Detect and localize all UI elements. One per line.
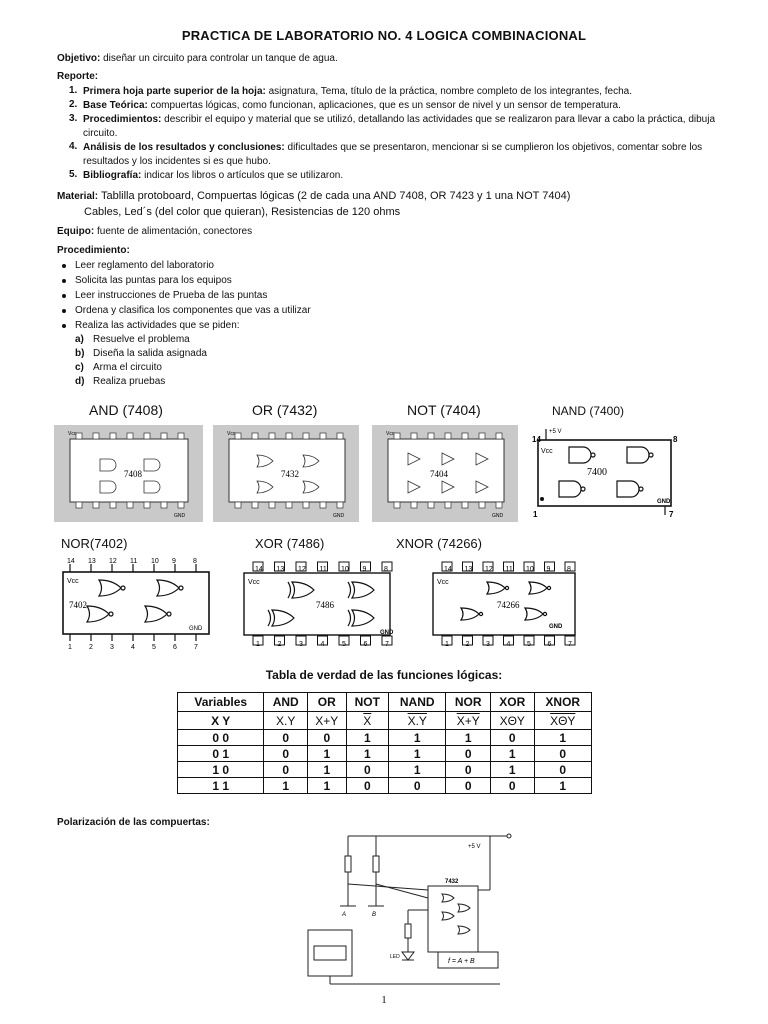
pin-number: 6 xyxy=(363,641,368,648)
reporte-label: Reporte: xyxy=(57,71,99,82)
xor-chip-svg xyxy=(236,558,404,650)
truth-table-row xyxy=(178,762,592,778)
subitem-text: Diseña la salida asignada xyxy=(93,348,207,359)
chip-label-and: AND (7408) xyxy=(89,402,163,418)
reporte-item-body: dificultades que se presentaron, mencionar si se cumplieron los objetivos, comentar sobre los resultados y los incidentes si es que hubo. xyxy=(83,142,703,167)
polar-function-label: f = A + B xyxy=(448,958,475,965)
procedimiento-label: Procedimiento: xyxy=(57,245,130,256)
polarizacion-label: Polarización de las compuertas: xyxy=(57,817,210,828)
chip-pin xyxy=(110,502,116,508)
chip-pin xyxy=(144,433,150,439)
truth-table-header: NOR xyxy=(446,693,491,712)
procedimiento-subitem xyxy=(75,334,190,345)
pin-number: 5 xyxy=(152,644,156,650)
chip-pin xyxy=(394,502,400,508)
chip-pin xyxy=(479,433,485,439)
reporte-item-heading: Análisis de los resultados y conclusiones: xyxy=(83,142,285,153)
truth-table-cell: 0 xyxy=(491,778,535,794)
chip-pin xyxy=(127,433,133,439)
bullet-dot-icon xyxy=(62,309,66,313)
reporte-item-text xyxy=(83,99,719,113)
pin-number: 12 xyxy=(485,566,493,573)
subitem-letter: d) xyxy=(75,376,85,387)
truth-table-expression xyxy=(389,712,446,730)
reporte-item-text xyxy=(83,141,719,169)
procedimiento-bullet-text: Solicita las puntas para los equipos xyxy=(75,275,232,286)
chip-diagram-xnor xyxy=(425,558,585,650)
truth-table-cell: 1 xyxy=(264,778,307,794)
polar-chip-number: 7432 xyxy=(445,879,459,885)
bullet-dot-icon xyxy=(62,294,66,298)
chip-label-not: NOT (7404) xyxy=(407,402,481,418)
page-title: PRACTICA DE LABORATORIO NO. 4 LOGICA COMBINACIONAL xyxy=(181,28,587,43)
chip-pin xyxy=(252,502,258,508)
nor-vcc-label: Vcc xyxy=(67,578,79,585)
pin-number: 2 xyxy=(465,641,470,648)
truth-table-cell: 0 xyxy=(534,746,592,762)
procedimiento-subitem xyxy=(75,362,162,373)
chip-pin xyxy=(93,433,99,439)
xor-vcc-label: Vcc xyxy=(248,579,260,586)
pin-number: 11 xyxy=(130,558,138,565)
chip-pin xyxy=(428,502,434,508)
truth-table-expression-row xyxy=(178,712,592,730)
chip-pin xyxy=(286,502,292,508)
pin-number: 14 xyxy=(255,566,263,573)
truth-table-header: AND xyxy=(264,693,307,712)
chip-label-xnor: XNOR (74266) xyxy=(396,536,482,551)
chip-diagram-and xyxy=(54,425,203,522)
material-line xyxy=(57,190,570,202)
equipo-label: Equipo: xyxy=(57,226,95,237)
nor-part-number: 7402 xyxy=(69,600,87,610)
polar-input-a: A xyxy=(342,912,347,918)
material-line2: Cables, Led´s (del color que quieran), Resistencias de 120 ohms xyxy=(84,206,401,218)
truth-table-cell: 1 xyxy=(534,778,592,794)
truth-table-header: Variables xyxy=(178,693,264,712)
truth-table-cell: 0 xyxy=(307,730,346,746)
subitem-text: Arma el circuito xyxy=(93,362,162,373)
chip-label-nor: NOR(7402) xyxy=(61,536,128,551)
chip-pin xyxy=(303,433,309,439)
expression-text: X.Y xyxy=(407,713,427,728)
or-part-number: 7432 xyxy=(281,469,299,479)
chip-pin xyxy=(76,433,82,439)
chip-pin xyxy=(303,502,309,508)
truth-table-cell: 0 xyxy=(389,778,446,794)
reporte-item-number: 3. xyxy=(69,113,78,124)
truth-table-header: OR xyxy=(307,693,346,712)
pin-number: 8 xyxy=(567,566,571,573)
chip-diagram-nand xyxy=(527,425,687,522)
truth-table-row xyxy=(178,730,592,746)
truth-table-cell: 1 xyxy=(307,762,346,778)
truth-table-header-row xyxy=(178,693,592,712)
pin-number: 14 xyxy=(67,558,75,565)
equipo-line xyxy=(57,226,252,237)
nand-vcc-label: Vcc xyxy=(541,448,553,455)
subitem-letter: a) xyxy=(75,334,84,345)
truth-table-cell: 1 xyxy=(346,746,388,762)
subitem-text: Realiza pruebas xyxy=(93,376,166,387)
truth-table-cell: 1 xyxy=(534,730,592,746)
expression-text: $\overline{X}$ xyxy=(363,713,372,728)
expression-text: X+Y xyxy=(315,713,339,728)
chip-pin xyxy=(93,502,99,508)
chip-pin xyxy=(76,502,82,508)
chip-pin xyxy=(178,433,184,439)
bullet-dot-icon xyxy=(62,264,66,268)
chip-pin xyxy=(462,433,468,439)
equipo-text: fuente de alimentación, conectores xyxy=(94,226,253,237)
procedimiento-bullet-text: Leer reglamento del laboratorio xyxy=(75,260,214,271)
pin-number: 4 xyxy=(320,641,325,648)
chip-diagram-not xyxy=(372,425,518,522)
truth-table-expression xyxy=(178,712,264,730)
truth-table-cell: 0 xyxy=(446,778,491,794)
truth-table-title: Tabla de verdad de las funciones lógicas: xyxy=(265,668,503,682)
reporte-item-number: 1. xyxy=(69,85,78,96)
truth-table-cell: 0 xyxy=(264,762,307,778)
and-chip-svg xyxy=(54,425,203,522)
truth-table-cell: 0 xyxy=(491,730,535,746)
procedimiento-subitem xyxy=(75,376,165,387)
chip-pin xyxy=(161,433,167,439)
chip-pin xyxy=(394,433,400,439)
xnor-chip-svg xyxy=(425,558,585,650)
pin-number: 9 xyxy=(546,566,551,573)
reporte-item-body: describir el equipo y material que se utilizó, detallando las actividades que se realizaron para llevar a cabo la práctica, dibuja circuito. xyxy=(83,114,716,139)
pin-number: 2 xyxy=(89,644,93,650)
chip-pin xyxy=(411,433,417,439)
chip-pin xyxy=(462,502,468,508)
pin-number: 8 xyxy=(384,566,388,573)
bullet-dot-icon xyxy=(62,279,66,283)
or-vcc-label: Vcc xyxy=(227,431,236,437)
or-chip-svg xyxy=(213,425,359,522)
not-chip-svg xyxy=(372,425,518,522)
truth-table-cell: 1 xyxy=(389,730,446,746)
procedimiento-subitem xyxy=(75,348,207,359)
subitem-letter: b) xyxy=(75,348,85,359)
reporte-item-number: 5. xyxy=(69,169,78,180)
expression-text: X.Y xyxy=(276,713,296,728)
chip-pin xyxy=(110,433,116,439)
expression-text: $\overline{X\Theta Y}$ xyxy=(550,713,576,728)
pin-number: 10 xyxy=(151,558,159,565)
nor-chip-svg xyxy=(57,556,217,650)
truth-table-cell: 1 0 xyxy=(178,762,264,778)
truth-table-cell: 1 xyxy=(446,730,491,746)
pin-number: 10 xyxy=(341,566,349,573)
nand-part-number: 7400 xyxy=(587,467,607,478)
procedimiento-bullet-text: Leer instrucciones de Prueba de las puntas xyxy=(75,290,268,301)
nand-chip-svg xyxy=(527,425,687,522)
pin-number: 12 xyxy=(298,566,306,573)
truth-table-cell: 0 0 xyxy=(178,730,264,746)
objetivo-line xyxy=(57,53,338,64)
or-gnd-label: GND xyxy=(333,513,345,519)
truth-table-row xyxy=(178,746,592,762)
chip-diagram-or xyxy=(213,425,359,522)
chip-label-nand: NAND (7400) xyxy=(552,404,625,418)
chip-pin xyxy=(269,502,275,508)
chip-pin xyxy=(127,502,133,508)
reporte-item-heading: Bibliografía: xyxy=(83,170,142,181)
pin-number: 13 xyxy=(276,566,285,573)
truth-table-cell: 1 1 xyxy=(178,778,264,794)
chip-pin xyxy=(235,433,241,439)
objetivo-text: diseñar un circuito para controlar un tanque de agua. xyxy=(100,53,338,64)
truth-table-cell: 1 xyxy=(307,746,346,762)
truth-table-cell: 1 xyxy=(346,730,388,746)
chip-label-xor: XOR (7486) xyxy=(255,536,325,551)
objetivo-label: Objetivo: xyxy=(57,53,101,64)
truth-table-cell: 1 xyxy=(389,746,446,762)
subitem-letter: c) xyxy=(75,362,84,373)
chip-pin xyxy=(445,433,451,439)
nand-pin14: 14 xyxy=(532,435,541,444)
chip-pin xyxy=(161,502,167,508)
pin-number: 13 xyxy=(88,558,96,565)
polar-led-label: LED xyxy=(390,954,400,960)
chip-pin xyxy=(178,502,184,508)
not-vcc-label: Vcc xyxy=(386,431,395,437)
pin-number: 8 xyxy=(193,558,197,565)
pin-number: 11 xyxy=(319,566,327,573)
pin-number: 4 xyxy=(131,644,135,650)
and-part-number: 7408 xyxy=(124,469,142,479)
pin-number: 1 xyxy=(256,641,260,648)
nand-vplus-label: +5 V xyxy=(549,429,562,435)
polarization-circuit-svg xyxy=(300,828,525,988)
truth-table-header: XOR xyxy=(491,693,535,712)
expression-text: X+Y xyxy=(456,713,480,728)
xnor-vcc-label: Vcc xyxy=(437,579,449,586)
xnor-gnd-label: GND xyxy=(549,624,563,630)
pin-number: 6 xyxy=(547,641,552,648)
reporte-item-number: 2. xyxy=(69,99,78,110)
truth-table-cell: 1 xyxy=(491,762,535,778)
reporte-item-body: indicar los libros o artículos que se utilizaron. xyxy=(141,170,344,181)
pin-number: 1 xyxy=(445,641,449,648)
truth-table-cell: 0 1 xyxy=(178,746,264,762)
truth-table-cell: 0 xyxy=(264,746,307,762)
and-gnd-label: GND xyxy=(174,513,186,519)
truth-table-expression xyxy=(346,712,388,730)
polar-vplus-label: +5 V xyxy=(468,844,481,850)
chip-pin xyxy=(445,502,451,508)
nand-pin7: 7 xyxy=(669,510,674,519)
chip-pin xyxy=(286,433,292,439)
subitem-text: Resuelve el problema xyxy=(93,334,190,345)
not-gnd-label: GND xyxy=(492,513,504,519)
truth-table-header: NOT xyxy=(346,693,388,712)
xor-gnd-label: GND xyxy=(380,630,394,636)
and-vcc-label: Vcc xyxy=(68,431,77,437)
pin-number: 10 xyxy=(526,566,534,573)
truth-table-cell: 0 xyxy=(446,746,491,762)
chip-pin xyxy=(496,502,502,508)
chip-pin xyxy=(252,433,258,439)
truth-table-header: NAND xyxy=(389,693,446,712)
procedimiento-bullet-text: Realiza las actividades que se piden: xyxy=(75,320,240,331)
truth-table-cell: 1 xyxy=(491,746,535,762)
pin-number: 3 xyxy=(486,641,490,648)
bullet-dot-icon xyxy=(62,324,66,328)
pin-number: 11 xyxy=(505,566,513,573)
reporte-item-text xyxy=(83,113,719,141)
chip-pin xyxy=(144,502,150,508)
reporte-item-body: asignatura, Tema, título de la práctica, nombre completo de los integrantes, fecha. xyxy=(265,86,632,97)
nand-gnd-label: GND xyxy=(657,499,671,505)
pin-number: 3 xyxy=(110,644,114,650)
chip-label-or: OR (7432) xyxy=(252,402,318,418)
chip-diagram-xor xyxy=(236,558,404,650)
chip-pin xyxy=(479,502,485,508)
pin-number: 13 xyxy=(464,566,473,573)
pin-number: 14 xyxy=(444,566,452,573)
truth-table-cell: 0 xyxy=(534,762,592,778)
pin-number: 3 xyxy=(299,641,303,648)
xnor-part-number: 74266 xyxy=(497,600,520,610)
not-part-number: 7404 xyxy=(430,469,448,479)
truth-table-expression xyxy=(491,712,535,730)
truth-table-cell: 0 xyxy=(346,778,388,794)
pin-number: 9 xyxy=(172,558,176,565)
chip-pin xyxy=(269,433,275,439)
truth-table-cell: 0 xyxy=(446,762,491,778)
truth-table xyxy=(177,692,592,794)
truth-table-expression xyxy=(307,712,346,730)
truth-table-cell: 0 xyxy=(264,730,307,746)
pin-number: 9 xyxy=(362,566,367,573)
truth-table-cell: 1 xyxy=(389,762,446,778)
truth-table-expression xyxy=(264,712,307,730)
nor-gnd-label: GND xyxy=(189,626,203,632)
material-label: Material: xyxy=(57,191,99,202)
truth-table-cell: 1 xyxy=(307,778,346,794)
chip-pin xyxy=(428,433,434,439)
reporte-item-heading: Base Teórica: xyxy=(83,100,148,111)
chip-pin xyxy=(337,502,343,508)
pin-number: 7 xyxy=(194,644,198,650)
reporte-item-heading: Procedimientos: xyxy=(83,114,162,125)
reporte-item-text xyxy=(83,85,719,99)
pin-number: 1 xyxy=(68,644,72,650)
reporte-item-text xyxy=(83,169,719,183)
pin-number: 2 xyxy=(277,641,282,648)
xor-part-number: 7486 xyxy=(316,600,334,610)
pin-number: 7 xyxy=(385,641,389,648)
chip-pin xyxy=(320,433,326,439)
truth-table-expression xyxy=(534,712,592,730)
pin-number: 5 xyxy=(527,641,531,648)
pin-number: 12 xyxy=(109,558,117,565)
truth-table-row xyxy=(178,778,592,794)
chip-pin xyxy=(411,502,417,508)
polarization-circuit-diagram xyxy=(300,828,525,988)
nand-pin1: 1 xyxy=(533,510,538,519)
chip-pin xyxy=(337,433,343,439)
truth-table-cell: 0 xyxy=(346,762,388,778)
truth-table-header: XNOR xyxy=(534,693,592,712)
chip-pin xyxy=(320,502,326,508)
polar-input-b: B xyxy=(372,912,377,918)
expression-text: XΘY xyxy=(499,713,525,728)
expression-text: X Y xyxy=(211,713,231,728)
reporte-item-heading: Primera hoja parte superior de la hoja: xyxy=(83,86,266,97)
truth-table-expression xyxy=(446,712,491,730)
procedimiento-bullet-text: Ordena y clasifica los componentes que vas a utilizar xyxy=(75,305,311,316)
reporte-item-body: compuertas lógicas, como funcionan, aplicaciones, que es un sensor de nivel y un sensor de temperatura. xyxy=(147,100,621,111)
nand-pin8: 8 xyxy=(673,435,678,444)
pin-number: 4 xyxy=(506,641,511,648)
material-line1: Tablilla protoboard, Compuertas lógicas (2 de cada una AND 7408, OR 7423 y 1 una NOT 7404) xyxy=(98,190,571,202)
page-number: 1 xyxy=(381,994,387,1006)
pin-number: 6 xyxy=(173,644,177,650)
chip-diagram-nor xyxy=(57,556,217,650)
pin-number: 7 xyxy=(568,641,572,648)
chip-pin xyxy=(496,433,502,439)
pin-number: 5 xyxy=(342,641,346,648)
chip-pin xyxy=(235,502,241,508)
reporte-item-number: 4. xyxy=(69,141,78,152)
